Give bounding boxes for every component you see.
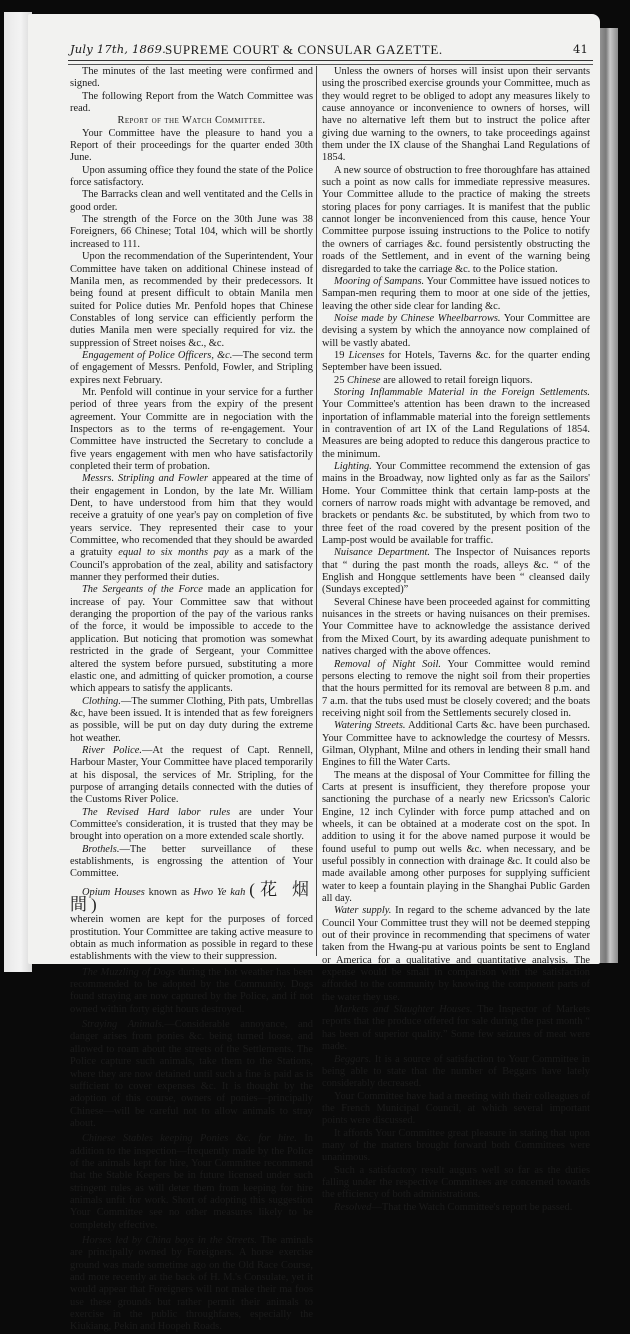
paragraph: Unless the owners of horses will insist upon their servants using the proscribed exercise grounds your Committee, much as they would regret to be obliged to adopt any measures likely to cause annoyance or inconvenience to owners of horses, will have no alternative left them but to instruct the police after giving due warning to the owners, to take proceedings against them under the IX clause of the Shanghai Land Regulations of 1854. xyxy=(322,66,590,164)
paragraph: Straying Animals.—Considerable annoyance, and danger arises from ponies &c. being turned loose, and allowed to roam about the streets of the Settlements. The Police capture such animals, take them to the Stations, where they are now detained until such a fine is paid as is sufficient to cover expenses &c. It is thought by the adoption of this course, owners of ponies—principally Chinese—will be careful not to allow animals to stray about. xyxy=(70,1019,313,1129)
paragraph: Your Committee have the pleasure to hand you a Report of their proceedings for the quarter ended 30th June. xyxy=(70,127,313,164)
section-lead: Clothing. xyxy=(82,695,121,707)
paragraph: The Revised Hard labor rules are under Your Committee's consideration, it is trusted that they may be brought into operation on a more extended scale shortly. xyxy=(70,806,314,843)
page-number: 41 xyxy=(572,42,588,56)
section-lead: Engagement of Police Officers, &c. xyxy=(82,349,233,361)
paragraph: The minutes of the last meeting were confirmed and signed. xyxy=(70,66,313,90)
paragraph: Removal of Night Soil. Your Committee would remind persons electing to remove the night soil from their properties that the hours permitted for its removal are between 8 p.m. and 7 a.m. that the tubs used must be closely covered; and the boats receiving night soil from the Settlements securely closed in. xyxy=(322,658,590,719)
section-lead: Nuisance Department. xyxy=(334,547,430,559)
paragraph: Noise made by Chinese Wheelbarrows. Your Committee are devising a system by which the annoyance now complained of will be vastly abated. xyxy=(322,312,590,349)
section-lead: Chinese xyxy=(347,374,381,386)
paragraph: Mr. Penfold will continue in your service for a further period of three years from the expiry of the present agreement. Your Committe are in negociation with the Inspectors as to the terms of re-engagement. Your Committee have instructed the Secretary to conclude a five years engagement with men who have satisfactorily conpleted their term of probation. xyxy=(70,386,313,472)
paragraph: Watering Streets. Additional Carts &c. have been purchased. Your Committee have to acknowledge the courtesy of Messrs. Gilman, Olyphant, Milne and others in lending their small hand Engines to fill the Water Carts. xyxy=(322,720,590,769)
section-lead: Beggars. xyxy=(334,1053,372,1065)
paragraph: The Barracks clean and well ventitated and the Cells in good order. xyxy=(70,189,313,213)
section-lead: Mooring of Sampans. xyxy=(334,275,425,287)
section-lead: Noise made by Chinese Wheelbarrows. xyxy=(334,312,501,324)
chinese-characters: (花 烟 間) xyxy=(70,879,314,915)
paragraph: Several Chinese have been proceeded against for committing nuisances in the streets or having nuisances on their premises. Your Committee have to acknowledge the assistance derived from the Mixed Court, by its awarding adequate punishment to natives charged with the above offences. xyxy=(322,596,590,658)
paragraph: The following Report from the Watch Committee was read. xyxy=(70,90,313,115)
paragraph: Engagement of Police Officers, &c.—The second term of engagement of Messrs. Penfold, Fowler, and Stripling expires next February. xyxy=(70,349,313,386)
report-heading: Report of the Watch Committee. xyxy=(117,115,266,127)
section-lead: Straying Animals. xyxy=(82,1019,165,1031)
paragraph: Markets and Slaughter Houses. The Inspector of Markets reports that the produce offered for sale during the past month “ has been of superior quality.” Some few seizures of meat were made. xyxy=(322,1004,590,1053)
paragraph: The Muzzling of Dogs during the hot weather has been recommended to be adopted by the Community. Dogs found straying are now captured by the Police, and if not owned within forty eight hours destroyed. xyxy=(70,966,313,1015)
header-rule xyxy=(68,60,593,65)
header-date: July 17th, 1869. xyxy=(70,42,166,56)
section-lead: The Muzzling of Dogs xyxy=(82,966,175,978)
paragraph: Messrs. Stripling and Fowler appeared at the time of their engagement in London, by the late Mr. William Dent, to have understood from him that they would receive a gratuity of one year's pay on completion of five years service. They represented their case to your Committee, who recomended that they should be awarded a gratuity equal to six months pay as a mark of the Council's approbation of the zeal, ability and satisfactory manner they performed their duties. xyxy=(70,473,313,584)
right-column xyxy=(322,66,590,1214)
section-lead: Removal of Night Soil. xyxy=(334,658,441,670)
section-lead: Licenses xyxy=(348,349,385,361)
section-lead: Brothels. xyxy=(82,843,120,855)
section-lead: Watering Streets. xyxy=(334,720,406,732)
section-lead: Lighting. xyxy=(334,461,372,472)
paragraph: Your Committee have had a meeting with their colleagues of the French Municipal Council, at which several important points were discussed. xyxy=(322,1090,590,1127)
section-lead: Water supply. xyxy=(334,905,392,917)
paragraph: It affords Your Committee great pleasure in stating that upon many of the matters brought forward both Committees were unanimous. xyxy=(322,1127,590,1164)
section-lead: Messrs. Stripling and Fowler xyxy=(82,473,209,485)
paragraph: The means at the disposal of Your Committee for filling the Carts at present is insufficient, they therefore propose your sanctioning the purchase of a nearly new Ericsson's Caloric Engine, 12 inch Cylinder with force pump attached and on wheels, it can be obtained at a moderate cost on the spot. In addition to using it for the above named purpose it would be found useful to pump out wells &c. when necessary, and be useful possibly in connection with drainage &c. It could also be made available among other purposes for supplying sufficient water to keep a fountain playing in the Shanghai Public Garden all day. xyxy=(322,769,590,905)
paragraph: A new source of obstruction to free thoroughfare has attained such a point as now calls for immediate repressive measures. Your Committee allude to the practice of making the streets storing places for pony carriages. It is manifest that the public cannot longer be inconvenienced from this cause, hence Your Committee purpose issuing instructions to the Police to notify the owners of carriages &c. found persistently obstructing the roads of the Settlement, and in event of the warning being disregarded to take the carriage &c. to the Police station. xyxy=(322,164,590,275)
running-header xyxy=(70,42,588,58)
paragraph: The Sergeants of the Force made an application for increase of pay. Your Committee saw that without deranging the proportion of the pay of the various ranks of the force, it would be impossible to accede to the application. But noticing that promotion was somewhat restricted in the grade of Sergeant, your Committee altered the system before pursued, substituting a more elastic one, and admitting of quicker promotion, a course which appears to satisfy the applicants. xyxy=(70,584,313,695)
section-lead: The Revised Hard labor rules xyxy=(82,806,231,818)
paragraph: River Police.—At the request of Capt. Rennell, Harbour Master, Your Committee have placed temporarily at his disposal, the services of Mr. Stripling, for the purpose of arranging details connected with the duties of the Customs River Police. xyxy=(70,744,313,806)
paragraph: Nuisance Department. The Inspector of Nuisances reports that “ during the past month the roads, alleys &c. “ of the English and Hongque settlements have been “ cleansed daily (Sundays excepted)” xyxy=(322,547,590,596)
paragraph: 19 Licenses for Hotels, Taverns &c. for the quarter ending September have been issued. xyxy=(322,349,590,374)
section-lead: The Sergeants of the Force xyxy=(82,584,203,596)
section-lead: Opium Houses xyxy=(82,886,145,898)
section-lead: Horses led by China boys in the Streets. xyxy=(82,1234,257,1246)
paragraph: Such a satisfactory result augurs well so far as the duties falling under the respective Committees are concerned towards the efficiency of both administrations. xyxy=(322,1164,590,1201)
section-lead: Markets and Slaughter Houses. xyxy=(334,1004,473,1016)
paragraph: Storing Inflammable Material in the Foreign Settlements. Your Committee's attention has been drawn to the increased inportation of inflammable material into the foreign settlements in contravention of art IX of the Land Regulations of 1854. Measures are being adopted to reduce this dangerous practice to the minimum. xyxy=(322,386,590,460)
paragraph: Chinese Stables keeping Ponies &c. for hire. In addition to the inspection—frequently made by the Police of the animals kept for hire, Your Committee recommend that the Stable Keepers be in future licensed under such stringent rules as will deter them from keeping for hire animals unfit for work. Short of adopting this suggestion Your Committee see no other measures likely to be completely effective. xyxy=(70,1133,313,1231)
paragraph: Opium Houses known as Hwo Ye kah (花 烟 間) xyxy=(70,879,314,915)
paragraph: Water supply. In regard to the scheme advanced by the late Council Your Committee trust they will not be deemed stepping out of their province in recommending that specimens of water taken from the Hwang-pu at various points be sent to England or America for a qualitative and quantitative analysis. The expense would be small in comparison with the satisfaction afforded to the community by knowing the component parts of the water they use. xyxy=(322,905,590,1003)
paragraph: Upon assuming office they found the state of the Police force satisfactory. xyxy=(70,164,313,189)
column-divider xyxy=(316,66,317,956)
left-column xyxy=(70,66,313,1334)
section-lead: Resolved xyxy=(334,1201,372,1213)
paragraph: wherein women are kept for the purposes of forced prostitution. Your Committee are taking active measure to obtain as much information as possible in regard to these establishments with the view to their suppression. xyxy=(70,914,313,963)
section-lead: Chinese Stables keeping Ponies &c. for hire. xyxy=(82,1133,297,1145)
paragraph: Brothels.—The better surveillance of these establishments, is engrossing the attention of Your Committee. xyxy=(70,843,313,880)
paragraph: Horses led by China boys in the Streets. The aminals are principally owned by Foreigners. A horse exercise ground was made sometime ago on the Old Race Course, and more recently at the back of H. M.'s Consulate, yet it would appear that Foreigners will not make their ma foos use these grounds but rather permit their animals to exercise in the public throughfares, especially the Kiukiang, Pekin and Hoopeh Roads. xyxy=(70,1234,313,1333)
section-lead: River Police. xyxy=(82,744,142,756)
paragraph: Clothing.—The summer Clothing, Pith pats, Umbrellas &c, have been issued. It is intended that as few foreigners as possible, will be put on day duty during the extreme hot weather. xyxy=(70,695,313,744)
publication-title: SUPREME COURT & CONSULAR GAZETTE. xyxy=(165,42,443,57)
paragraph: Upon the recommendation of the Superintendent, Your Committee have taken on additional Chinese instead of Manila men, as recommended by their predecessors. It being found at present difficult to obtain Manila men suited for Police duties Mr. Penfold hopes that Chinese Constables of long service can efficiently perform the duties Manila men were specially required for viz. the suppression of Street noises &c., &c. xyxy=(70,251,313,349)
paragraph: 25 Chinese are allowed to retail foreign liquors. xyxy=(334,374,533,386)
paragraph: Mooring of Sampans. Your Committee have issued notices to Sampan-men requring them to moor at one side of the jetties, leaving the other side clear for landing &c. xyxy=(322,275,590,312)
page-stack-edge xyxy=(598,28,618,963)
paragraph: Beggars. It is a source of satisfaction to Your Committee in being able to state that the number of Beggars have lately considerably decreased. xyxy=(322,1053,590,1090)
paragraph: The strength of the Force on the 30th June was 38 Foreigners, 66 Chinese; Total 104, which will be shortly increased to 111. xyxy=(70,214,313,250)
paragraph: Resolved—That the Watch Committee's report be passed. xyxy=(334,1201,573,1213)
section-lead: Storing Inflammable Material in the Foreign Settlements. xyxy=(334,386,590,398)
paragraph: Lighting. Your Committee recommend the extension of gas mains in the Broadway, now lighted only as far as the Sailors' Home. Your Committee think that certain lamp-posts at the corners of narrow roads might with advantage be removed, and brackets or pendants &c. be substituted, by which from two to three feet of the road covered by the present position of the Lamp-post would be available for traffic. xyxy=(322,461,590,547)
